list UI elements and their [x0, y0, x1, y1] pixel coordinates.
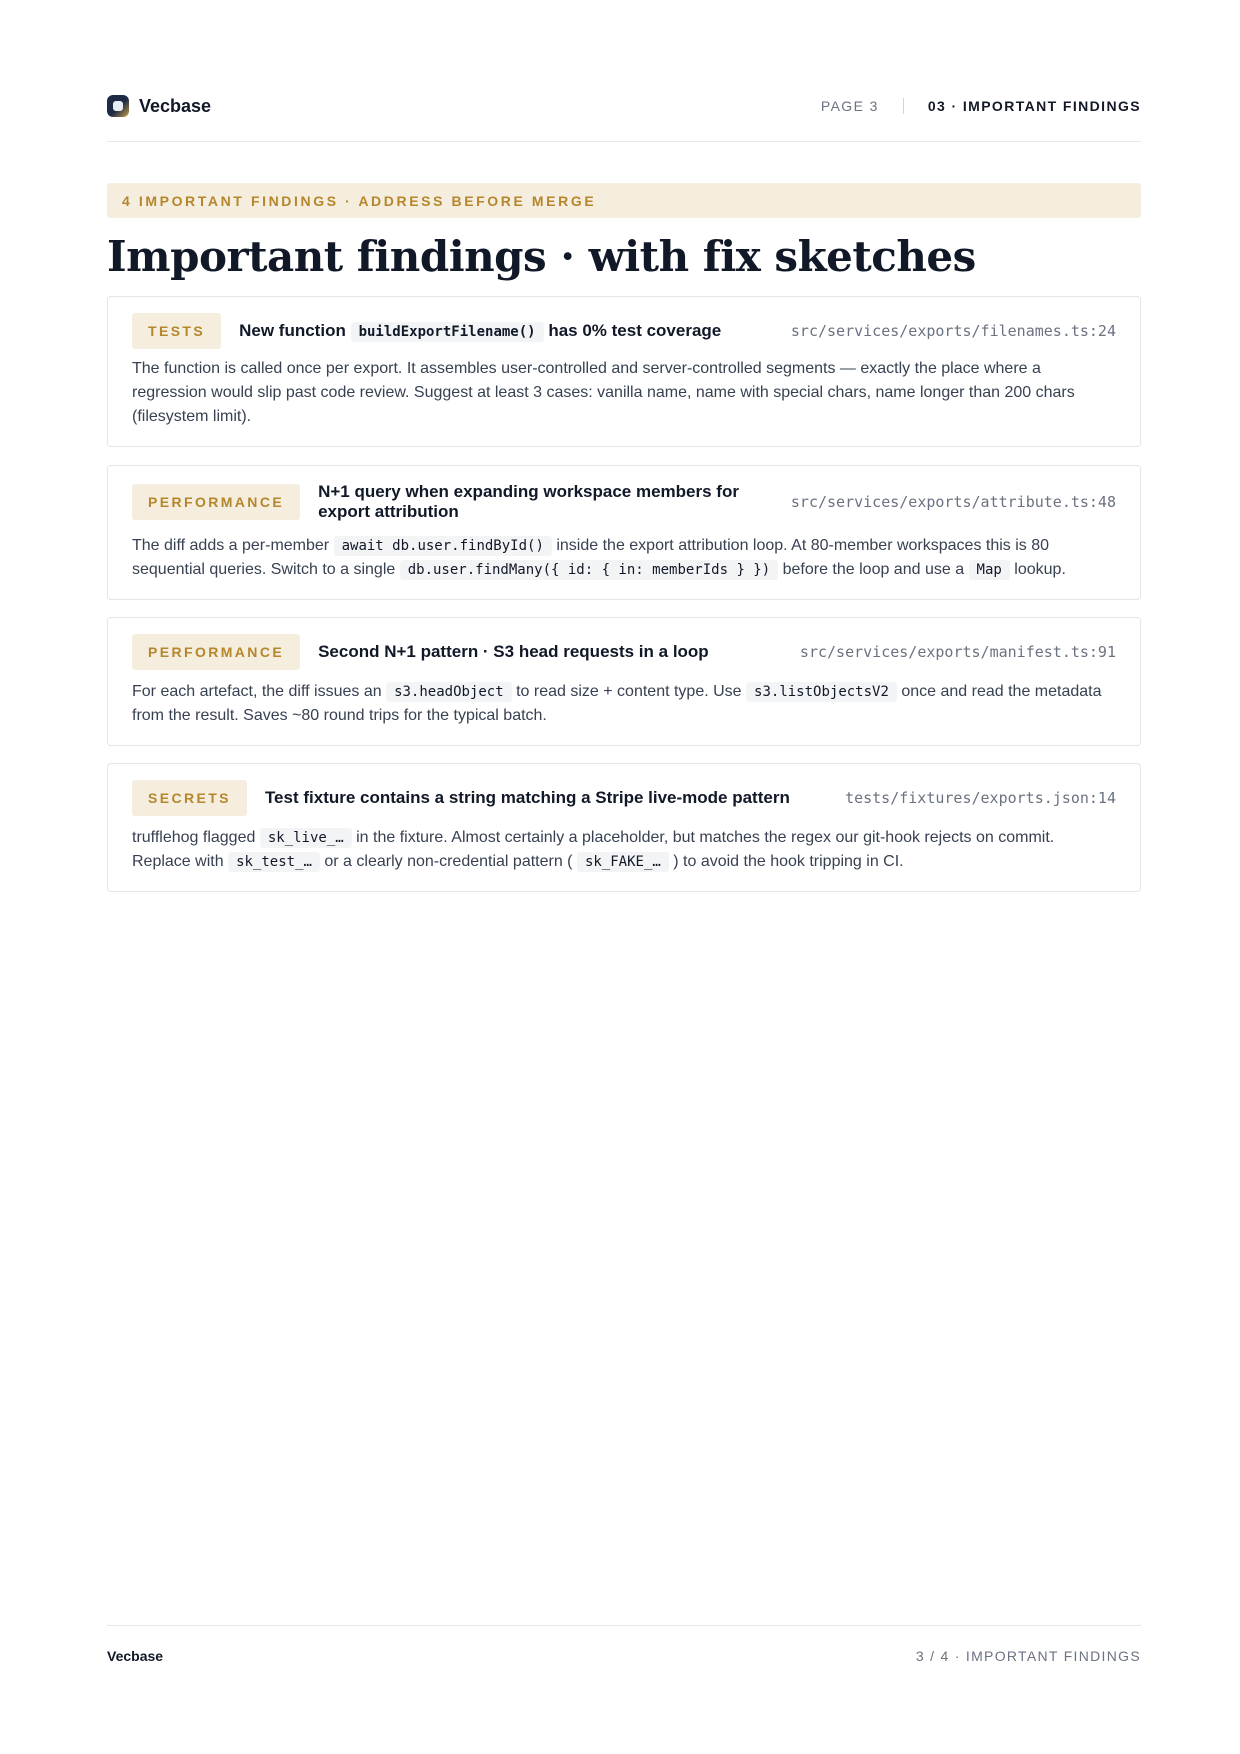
description-text: before the loop and use a	[782, 561, 965, 578]
finding-title-text: New function	[239, 320, 346, 340]
footer-rule	[107, 1625, 1141, 1626]
report-page	[107, 0, 1141, 1754]
finding-description	[132, 680, 1116, 728]
finding-title-text: has 0% test coverage	[548, 320, 722, 340]
finding-header	[132, 634, 1116, 670]
finding-description	[132, 534, 1116, 582]
description-text: in the fixture. Almost certainly a placeholder, but matches the regex our git-hook rejects on commit. Replace with	[132, 829, 1055, 870]
file-reference: src/services/exports/filenames.ts:24	[790, 322, 1116, 340]
finding-title: N+1 query when expanding workspace members for export attribution	[318, 482, 739, 521]
description-text: to read size + content type. Use	[516, 683, 742, 700]
finding-title: Test fixture contains a string matching a Stripe live-mode pattern	[264, 788, 790, 807]
vecbase-logo-icon	[107, 95, 129, 117]
description-text: lookup.	[1014, 561, 1066, 578]
footer-brand: Vecbase	[107, 1648, 164, 1664]
category-tag: SECRETS	[132, 780, 247, 816]
finding-header	[132, 482, 1116, 522]
description-text: once and read the metadata from the result. Saves ~80 round trips for the typical batch.	[132, 683, 1102, 724]
inline-code: Map	[969, 560, 1010, 580]
page-header	[107, 88, 1141, 124]
description-text: or a clearly non-credential pattern (	[324, 853, 573, 870]
inline-code: db.user.findMany({ id: { in: memberIds } })	[400, 560, 778, 580]
finding-card	[107, 465, 1141, 600]
finding-card	[107, 763, 1141, 892]
inline-code: await db.user.findById()	[334, 536, 552, 556]
description-text: The diff adds a per-member	[132, 537, 330, 554]
description-text: For each artefact, the diff issues an	[132, 683, 382, 700]
header-rule	[107, 141, 1141, 142]
finding-title-code: buildExportFilename()	[351, 322, 544, 342]
finding-header	[132, 313, 1116, 349]
section-label: 03 · IMPORTANT FINDINGS	[927, 98, 1141, 114]
header-meta	[821, 98, 1141, 114]
description-text: inside the export attribution loop. At 80-member workspaces this is 80 sequential queries. Switch to a single	[132, 537, 1050, 578]
finding-description	[132, 826, 1116, 874]
brand-name: Vecbase	[139, 95, 212, 116]
footer-page-label: 3 / 4 · IMPORTANT FINDINGS	[915, 1648, 1141, 1664]
header-divider	[903, 98, 904, 114]
finding-header	[132, 780, 1116, 816]
finding-card	[107, 296, 1141, 447]
finding-card	[107, 617, 1141, 746]
category-tag: PERFORMANCE	[132, 484, 300, 520]
inline-code: s3.listObjectsV2	[746, 682, 897, 702]
description-text: trufflehog flagged	[132, 829, 256, 846]
findings-eyebrow	[107, 183, 1141, 218]
category-tag: PERFORMANCE	[132, 634, 300, 670]
page-footer	[107, 1648, 1141, 1664]
inline-code: sk_test_…	[228, 852, 320, 872]
category-tag: TESTS	[132, 313, 221, 349]
finding-title: Second N+1 pattern · S3 head requests in a loop	[318, 642, 709, 661]
page-title: Important findings · with fix sketches	[107, 232, 976, 281]
page-label: PAGE 3	[820, 98, 879, 114]
eyebrow-text: 4 IMPORTANT FINDINGS · ADDRESS BEFORE MERGE	[122, 192, 597, 209]
description-text: ) to avoid the hook tripping in CI.	[673, 853, 904, 870]
file-reference: tests/fixtures/exports.json:14	[845, 789, 1116, 807]
file-reference: src/services/exports/attribute.ts:48	[790, 493, 1116, 511]
inline-code: sk_FAKE_…	[577, 852, 669, 872]
finding-title	[239, 321, 721, 342]
finding-description: The function is called once per export. It assembles user-controlled and server-controlled segments — exactly the place where a regression would slip past code review. Suggest at least 3 cases: vanilla name, name with special chars, name longer than 200 chars (filesystem limit).	[132, 360, 1075, 425]
inline-code: s3.headObject	[386, 682, 512, 702]
inline-code: sk_live_…	[260, 828, 352, 848]
file-reference: src/services/exports/manifest.ts:91	[799, 643, 1116, 661]
